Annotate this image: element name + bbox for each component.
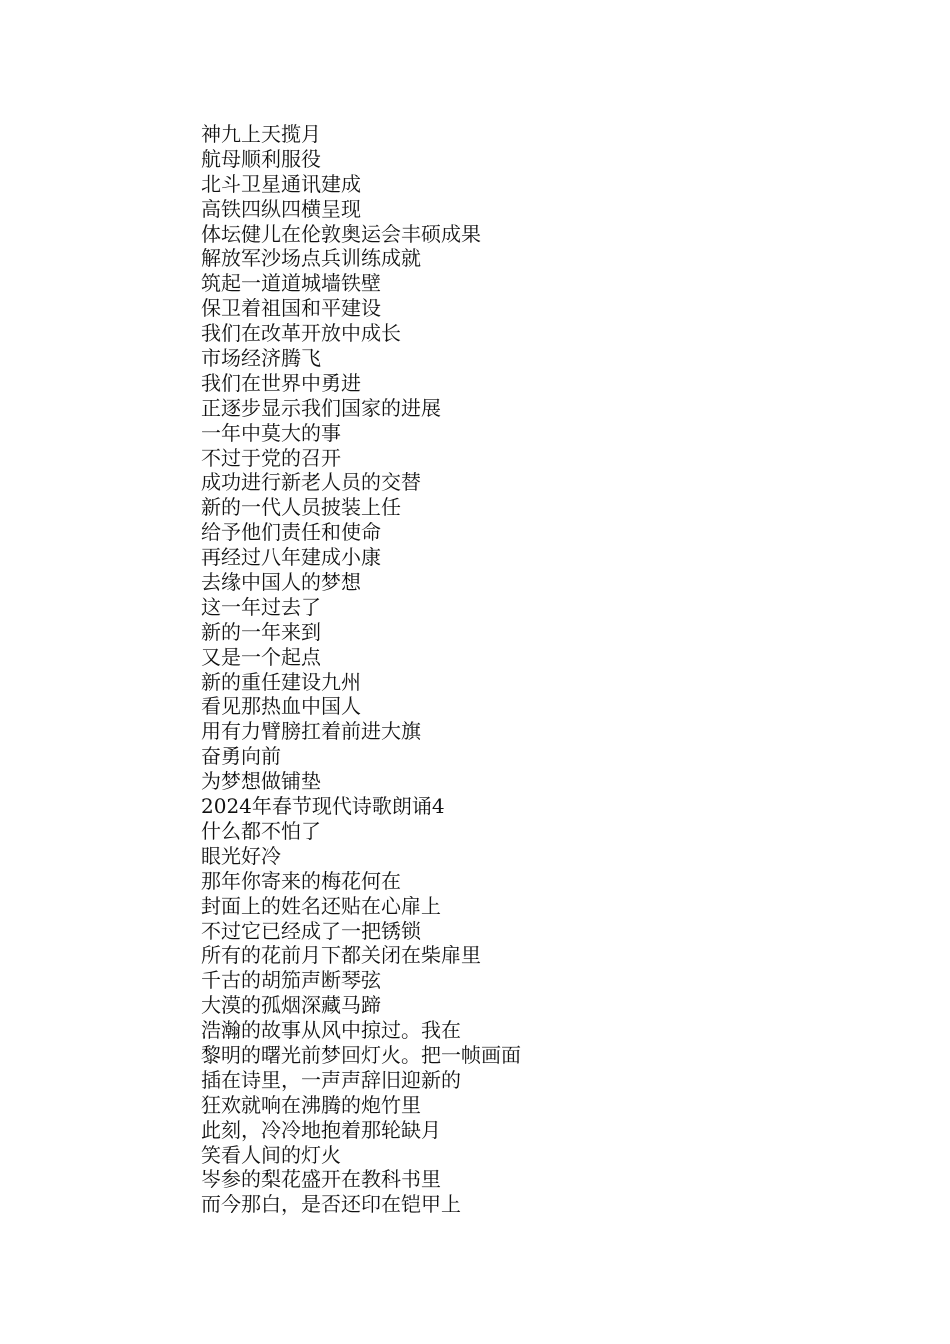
poem-line: 航母顺利服役 <box>201 146 321 171</box>
poem-line: 这一年过去了 <box>201 594 321 619</box>
poem-line: 我们在改革开放中成长 <box>201 321 401 346</box>
poem-line: 插在诗里，一声声辞旧迎新的 <box>201 1067 461 1092</box>
poem-line: 再经过八年建成小康 <box>201 545 381 570</box>
poem-line: 又是一个起点 <box>201 644 321 669</box>
poem-line: 筑起一道道城墙铁壁 <box>201 271 381 296</box>
poem-line: 保卫着祖国和平建设 <box>201 296 381 321</box>
poem-line: 北斗卫星通讯建成 <box>201 171 361 196</box>
poem-line: 成功进行新老人员的交替 <box>201 470 421 495</box>
poem-line: 用有力臂膀扛着前进大旗 <box>201 719 421 744</box>
poem-line: 封面上的姓名还贴在心扉上 <box>201 893 441 918</box>
poem-line: 新的重任建设九州 <box>201 669 361 694</box>
poem-line: 为梦想做铺垫 <box>201 769 321 794</box>
poem-line: 笑看人间的灯火 <box>201 1142 341 1167</box>
section-title: 2024年春节现代诗歌朗诵4 <box>201 794 445 819</box>
poem-line: 去缘中国人的梦想 <box>201 570 361 595</box>
poem-line: 那年你寄来的梅花何在 <box>201 868 401 893</box>
poem-line: 狂欢就响在沸腾的炮竹里 <box>201 1092 421 1117</box>
poem-line: 看见那热血中国人 <box>201 694 361 719</box>
poem-line: 不过于党的召开 <box>201 445 341 470</box>
poem-line: 大漠的孤烟深藏马蹄 <box>201 993 381 1018</box>
poem-line: 新的一代人员披装上任 <box>201 495 401 520</box>
poem-line: 解放军沙场点兵训练成就 <box>201 246 421 271</box>
poem-line: 眼光好冷 <box>201 843 281 868</box>
poem-line: 我们在世界中勇进 <box>201 370 361 395</box>
poem-line: 新的一年来到 <box>201 619 321 644</box>
poem-line: 神九上天揽月 <box>201 122 321 146</box>
poem-line: 高铁四纵四横呈现 <box>201 196 361 221</box>
poem-line: 所有的花前月下都关闭在柴扉里 <box>201 943 481 968</box>
poem-line: 市场经济腾飞 <box>201 346 321 371</box>
poem-line: 体坛健儿在伦敦奥运会丰硕成果 <box>201 221 481 246</box>
poem-line: 岑参的梨花盛开在教科书里 <box>201 1167 441 1192</box>
poem-line: 黎明的曙光前梦回灯火。把一帧画面 <box>201 1042 521 1067</box>
poem-line: 浩瀚的故事从风中掠过。我在 <box>201 1018 461 1043</box>
poem-text <box>201 122 901 1217</box>
poem-line: 而今那白，是否还印在铠甲上 <box>201 1192 461 1217</box>
poem-line: 一年中莫大的事 <box>201 420 341 445</box>
poem-line: 不过它已经成了一把锈锁 <box>201 918 421 943</box>
poem-line: 千古的胡笳声断琴弦 <box>201 968 381 993</box>
poem-line: 给予他们责任和使命 <box>201 520 381 545</box>
poem-line: 正逐步显示我们国家的进展 <box>201 395 441 420</box>
poem-line: 奋勇向前 <box>201 744 281 769</box>
poem-line: 什么都不怕了 <box>201 818 321 843</box>
poem-line: 此刻，冷冷地抱着那轮缺月 <box>201 1117 441 1142</box>
